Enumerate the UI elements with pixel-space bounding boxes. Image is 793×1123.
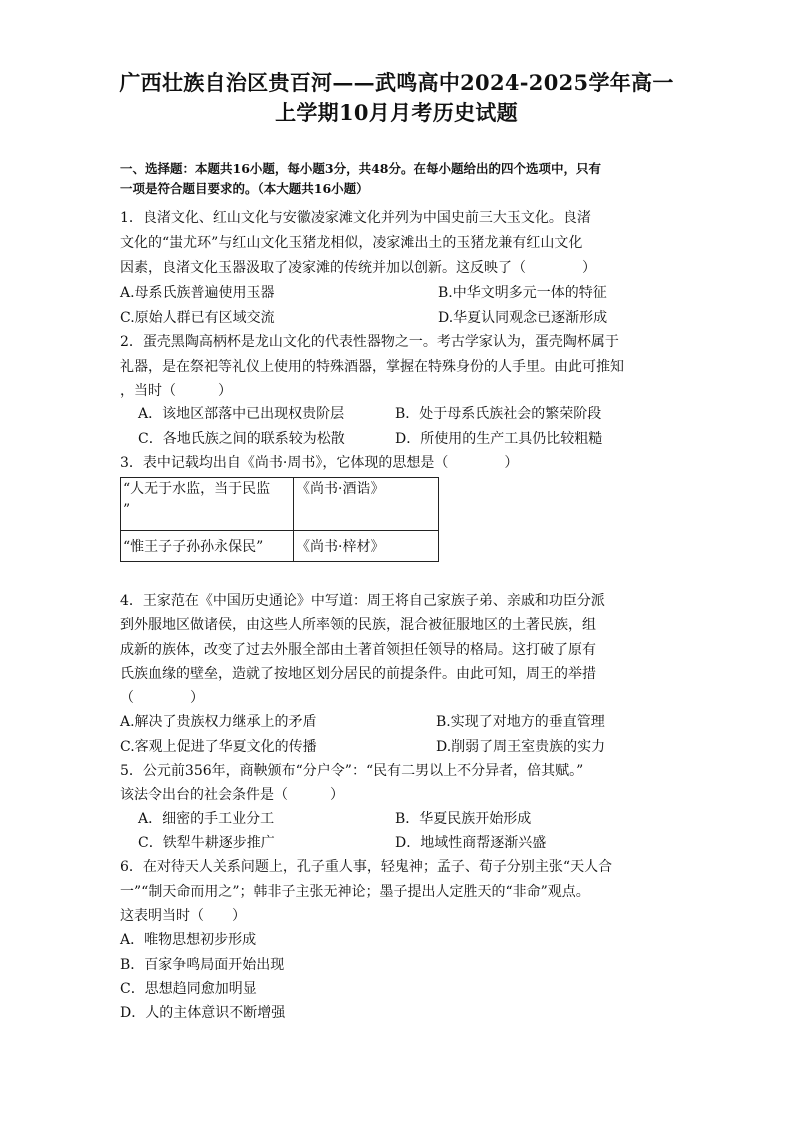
table-cell-quote [121, 478, 294, 531]
q5-option-a[interactable]: A．细密的手工业分工 [138, 811, 275, 827]
q2-text-line: 2．蛋壳黑陶高柄杯是龙山文化的代表性器物之一。考古学家认为，蛋壳陶杯属于 [120, 334, 619, 350]
q4-text-line: （ ） [120, 690, 204, 706]
q2-option-d[interactable]: D．所使用的生产工具仍比较粗糙 [395, 431, 603, 447]
exam-title-line-1: 广西壮族自治区贵百河——武鸣高中2024-2025学年高一 [119, 70, 674, 95]
q4-option-b[interactable]: B.实现了对地方的垂直管理 [436, 714, 605, 730]
q2-option-c[interactable]: C．各地氏族之间的联系较为松散 [138, 431, 345, 447]
q4-option-a[interactable]: A.解决了贵族权力继承上的矛盾 [120, 714, 317, 730]
q5-option-c[interactable]: C．铁犁牛耕逐步推广 [138, 835, 275, 851]
exam-title-line-2: 上学期10月月考历史试题 [275, 100, 518, 125]
q4-option-d[interactable]: D.削弱了周王室贵族的实力 [436, 739, 606, 755]
q3-source-table [120, 477, 439, 562]
q1-text-line: 1．良渚文化、红山文化与安徽凌家滩文化并列为中国史前三大玉文化。良渚 [120, 210, 591, 226]
table-cell-source: 《尚书·酒诰》 [294, 478, 439, 531]
q6-option-c[interactable]: C．思想趋同愈加明显 [120, 981, 257, 997]
q1-option-a[interactable]: A.母系氏族普遍使用玉器 [120, 285, 275, 301]
q6-text-line: 6．在对待天人关系问题上，孔子重人事，轻鬼神；孟子、荀子分别主张“天人合 [120, 859, 613, 875]
table-row [121, 531, 439, 562]
q1-text-line: 因素，良渚文化玉器汲取了凌家滩的传统并加以创新。这反映了（ ） [120, 260, 596, 276]
section-heading-line-2: 一项是符合题目要求的。（本大题共16小题） [120, 181, 369, 196]
table-cell-source: 《尚书·梓材》 [294, 531, 439, 562]
q1-option-d[interactable]: D.华夏认同观念已逐渐形成 [438, 310, 608, 326]
q2-text-line: ，当时（ ） [120, 383, 232, 399]
q4-text-line: 4．王家范在《中国历史通论》中写道：周王将自己家族子弟、亲戚和功臣分派 [120, 593, 605, 609]
section-heading-line-1: 一、选择题：本题共16小题，每小题3分，共48分。在每小题给出的四个选项中，只有 [120, 161, 601, 176]
q4-text-line: 成新的族体，改变了过去外服全部由土著首领担任领导的格局。这打破了原有 [120, 642, 596, 658]
q6-option-d[interactable]: D．人的主体意识不断增强 [120, 1005, 286, 1021]
q4-option-c[interactable]: C.客观上促进了华夏文化的传播 [120, 739, 317, 755]
q1-option-b[interactable]: B.中华文明多元一体的特征 [438, 285, 607, 301]
q6-text-line: 这表明当时（ ） [120, 908, 246, 924]
q1-option-c[interactable]: C.原始人群已有区域交流 [120, 310, 275, 326]
q3-text-line: 3．表中记载均出自《尚书·周书》，它体现的思想是（ ） [120, 455, 519, 471]
q5-text-line: 该法令出台的社会条件是（ ） [120, 787, 344, 803]
q5-text-line: 5．公元前356年，商鞅颁布“分户令”：“民有二男以上不分异者，倍其赋。” [120, 763, 584, 779]
quote-text: “人无于水监，当于民监 [123, 481, 271, 497]
q4-text-line: 到外服地区做诸侯，由这些人所率领的民族，混合被征服地区的土著民族，组 [120, 617, 596, 633]
q5-option-d[interactable]: D．地域性商帮逐渐兴盛 [395, 835, 547, 851]
q2-option-a[interactable]: A．该地区部落中已出现权贵阶层 [138, 406, 345, 422]
table-cell-quote: “惟王子子孙孙永保民” [121, 531, 294, 562]
quote-text-cont: ” [123, 502, 131, 518]
q4-text-line: 氏族血缘的壁垒，造就了按地区划分居民的前提条件。由此可知，周王的举措 [120, 666, 596, 682]
q2-option-b[interactable]: B．处于母系氏族社会的繁荣阶段 [395, 406, 602, 422]
q6-option-b[interactable]: B．百家争鸣局面开始出现 [120, 957, 285, 973]
q2-text-line: 礼器，是在祭祀等礼仪上使用的特殊酒器，掌握在特殊身份的人手里。由此可推知 [120, 359, 624, 375]
table-row [121, 478, 439, 531]
q1-text-line: 文化的“蚩尤环”与红山文化玉猪龙相似，凌家滩出土的玉猪龙兼有红山文化 [120, 235, 583, 251]
q5-option-b[interactable]: B．华夏民族开始形成 [395, 811, 532, 827]
q6-text-line: 一”“制天命而用之”；韩非子主张无神论；墨子提出人定胜天的“非命”观点。 [120, 884, 590, 900]
q6-option-a[interactable]: A．唯物思想初步形成 [120, 932, 257, 948]
